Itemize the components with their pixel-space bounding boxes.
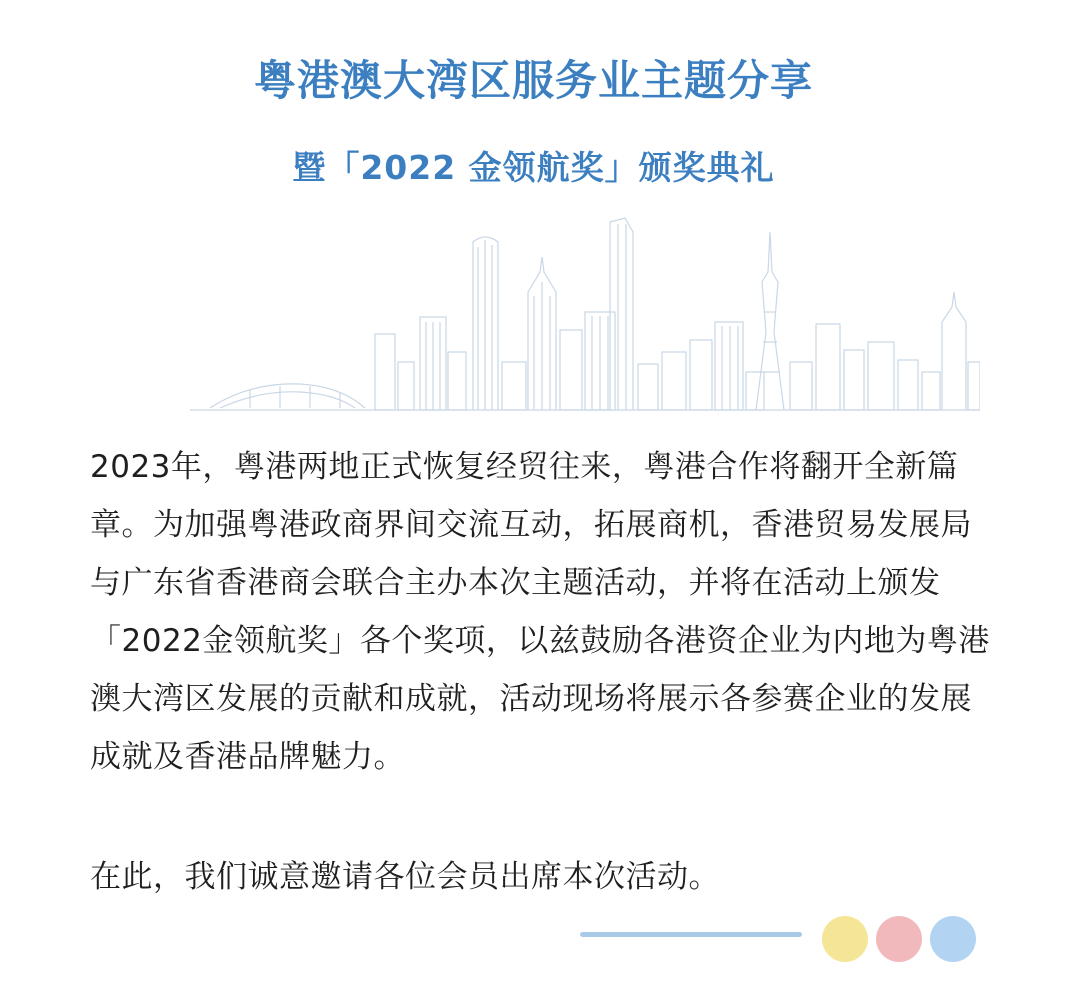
intro-paragraph [90,438,990,786]
decorative-line [580,932,802,937]
intro-paragraph-text: 2023年，粤港两地正式恢复经贸往来，粤港合作将翻开全新篇章。为加强粤港政商界间交流互动，拓展商机，香港贸易发展局与广东省香港商会联合主办本次主题活动，并将在活动上颁发「2022金领航奖」各个奖项，以兹鼓励各港资企业为内地为粤港澳大湾区发展的贡献和成就，活动现场将展示各参赛企业的发展成就及香港品牌魅力。 [90,449,990,775]
decorative-dot-blue [930,916,976,962]
decorative-dot-yellow [822,916,868,962]
page-title: 粤港澳大湾区服务业主题分享 [253,56,813,105]
invitation-text: 在此，我们诚意邀请各位会员出席本次活动。 [90,859,720,895]
decorative-dot-pink [876,916,922,962]
page-subtitle: 暨「2022 金领航奖」颁奖典礼 [292,148,775,187]
city-skyline-illustration [190,212,980,417]
